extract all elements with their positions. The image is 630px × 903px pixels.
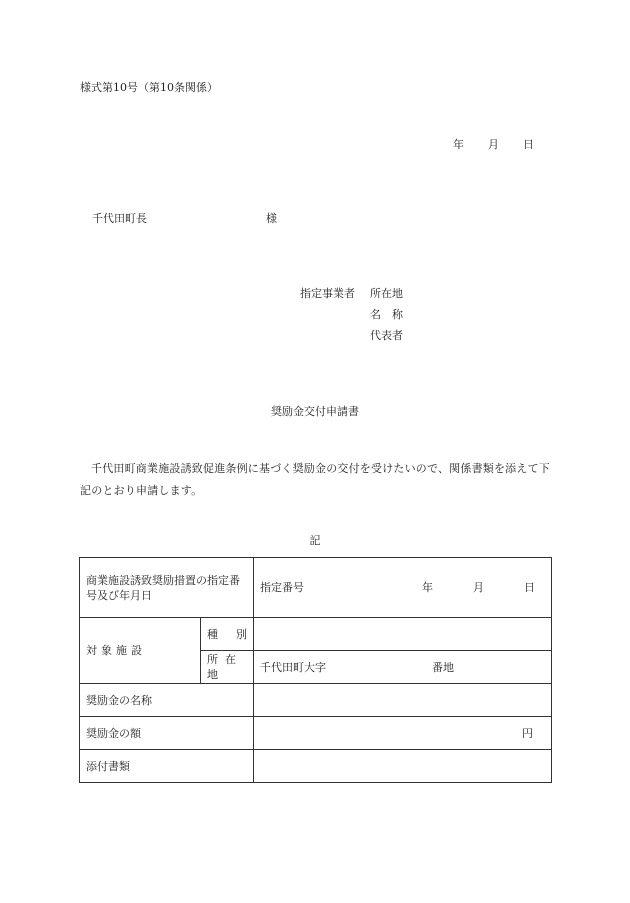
application-table xyxy=(79,557,552,783)
grant-name-label: 奨励金の名称 xyxy=(80,684,254,717)
attachments-label: 添付書類 xyxy=(80,750,254,783)
designation-day: 日 xyxy=(524,581,535,594)
grant-name-value-cell[interactable] xyxy=(254,684,552,717)
location-label: 所在地 xyxy=(201,651,254,684)
kind-value-cell[interactable] xyxy=(254,618,552,651)
designation-month: 月 xyxy=(473,581,484,594)
document-title: 奨励金交付申請書 xyxy=(271,405,359,418)
facility-label: 対象施設 xyxy=(80,618,201,684)
kind-label-2: 別 xyxy=(236,627,247,641)
applicant-name-label: 名 称 xyxy=(370,308,403,321)
designation-no-label: 指定番号 xyxy=(260,581,304,594)
designation-value-cell[interactable] xyxy=(254,558,552,618)
applicant-role: 指定事業者 xyxy=(300,287,355,300)
applicant-address-label: 所在地 xyxy=(370,287,403,300)
table-row xyxy=(80,558,552,618)
yen-label: 円 xyxy=(522,726,533,740)
location-value-cell[interactable] xyxy=(254,651,552,684)
grant-amount-value-cell[interactable] xyxy=(254,717,552,750)
kind-label-1: 種 xyxy=(207,627,218,641)
ki-label: 記 xyxy=(309,534,321,547)
designation-label: 商業施設誘致奨励措置の指定番号及び年月日 xyxy=(80,558,254,618)
date-line xyxy=(453,138,534,152)
date-year: 年 xyxy=(453,138,464,151)
body-text: 千代田町商業施設誘致促進条例に基づく奨励金の交付を受けたいので、関係書類を添えて下記のとおり申請します。 xyxy=(80,462,550,497)
date-month: 月 xyxy=(488,138,499,151)
grant-amount-label: 奨励金の額 xyxy=(80,717,254,750)
table-row xyxy=(80,717,552,750)
applicant-fields xyxy=(370,287,403,350)
designation-year: 年 xyxy=(422,581,433,594)
location-suffix: 番地 xyxy=(432,660,454,674)
form-number: 様式第10号（第10条関係） xyxy=(80,81,218,94)
addressee-honorific: 様 xyxy=(266,212,277,225)
table-row xyxy=(80,750,552,783)
table-row xyxy=(80,684,552,717)
table-row xyxy=(80,618,552,651)
addressee-name: 千代田町長 xyxy=(92,212,147,225)
attachments-value-cell[interactable] xyxy=(254,750,552,783)
location-prefix: 千代田町大字 xyxy=(260,660,326,674)
applicant-representative-label: 代表者 xyxy=(370,329,403,342)
date-day: 日 xyxy=(523,138,534,151)
kind-label-cell xyxy=(201,618,254,651)
